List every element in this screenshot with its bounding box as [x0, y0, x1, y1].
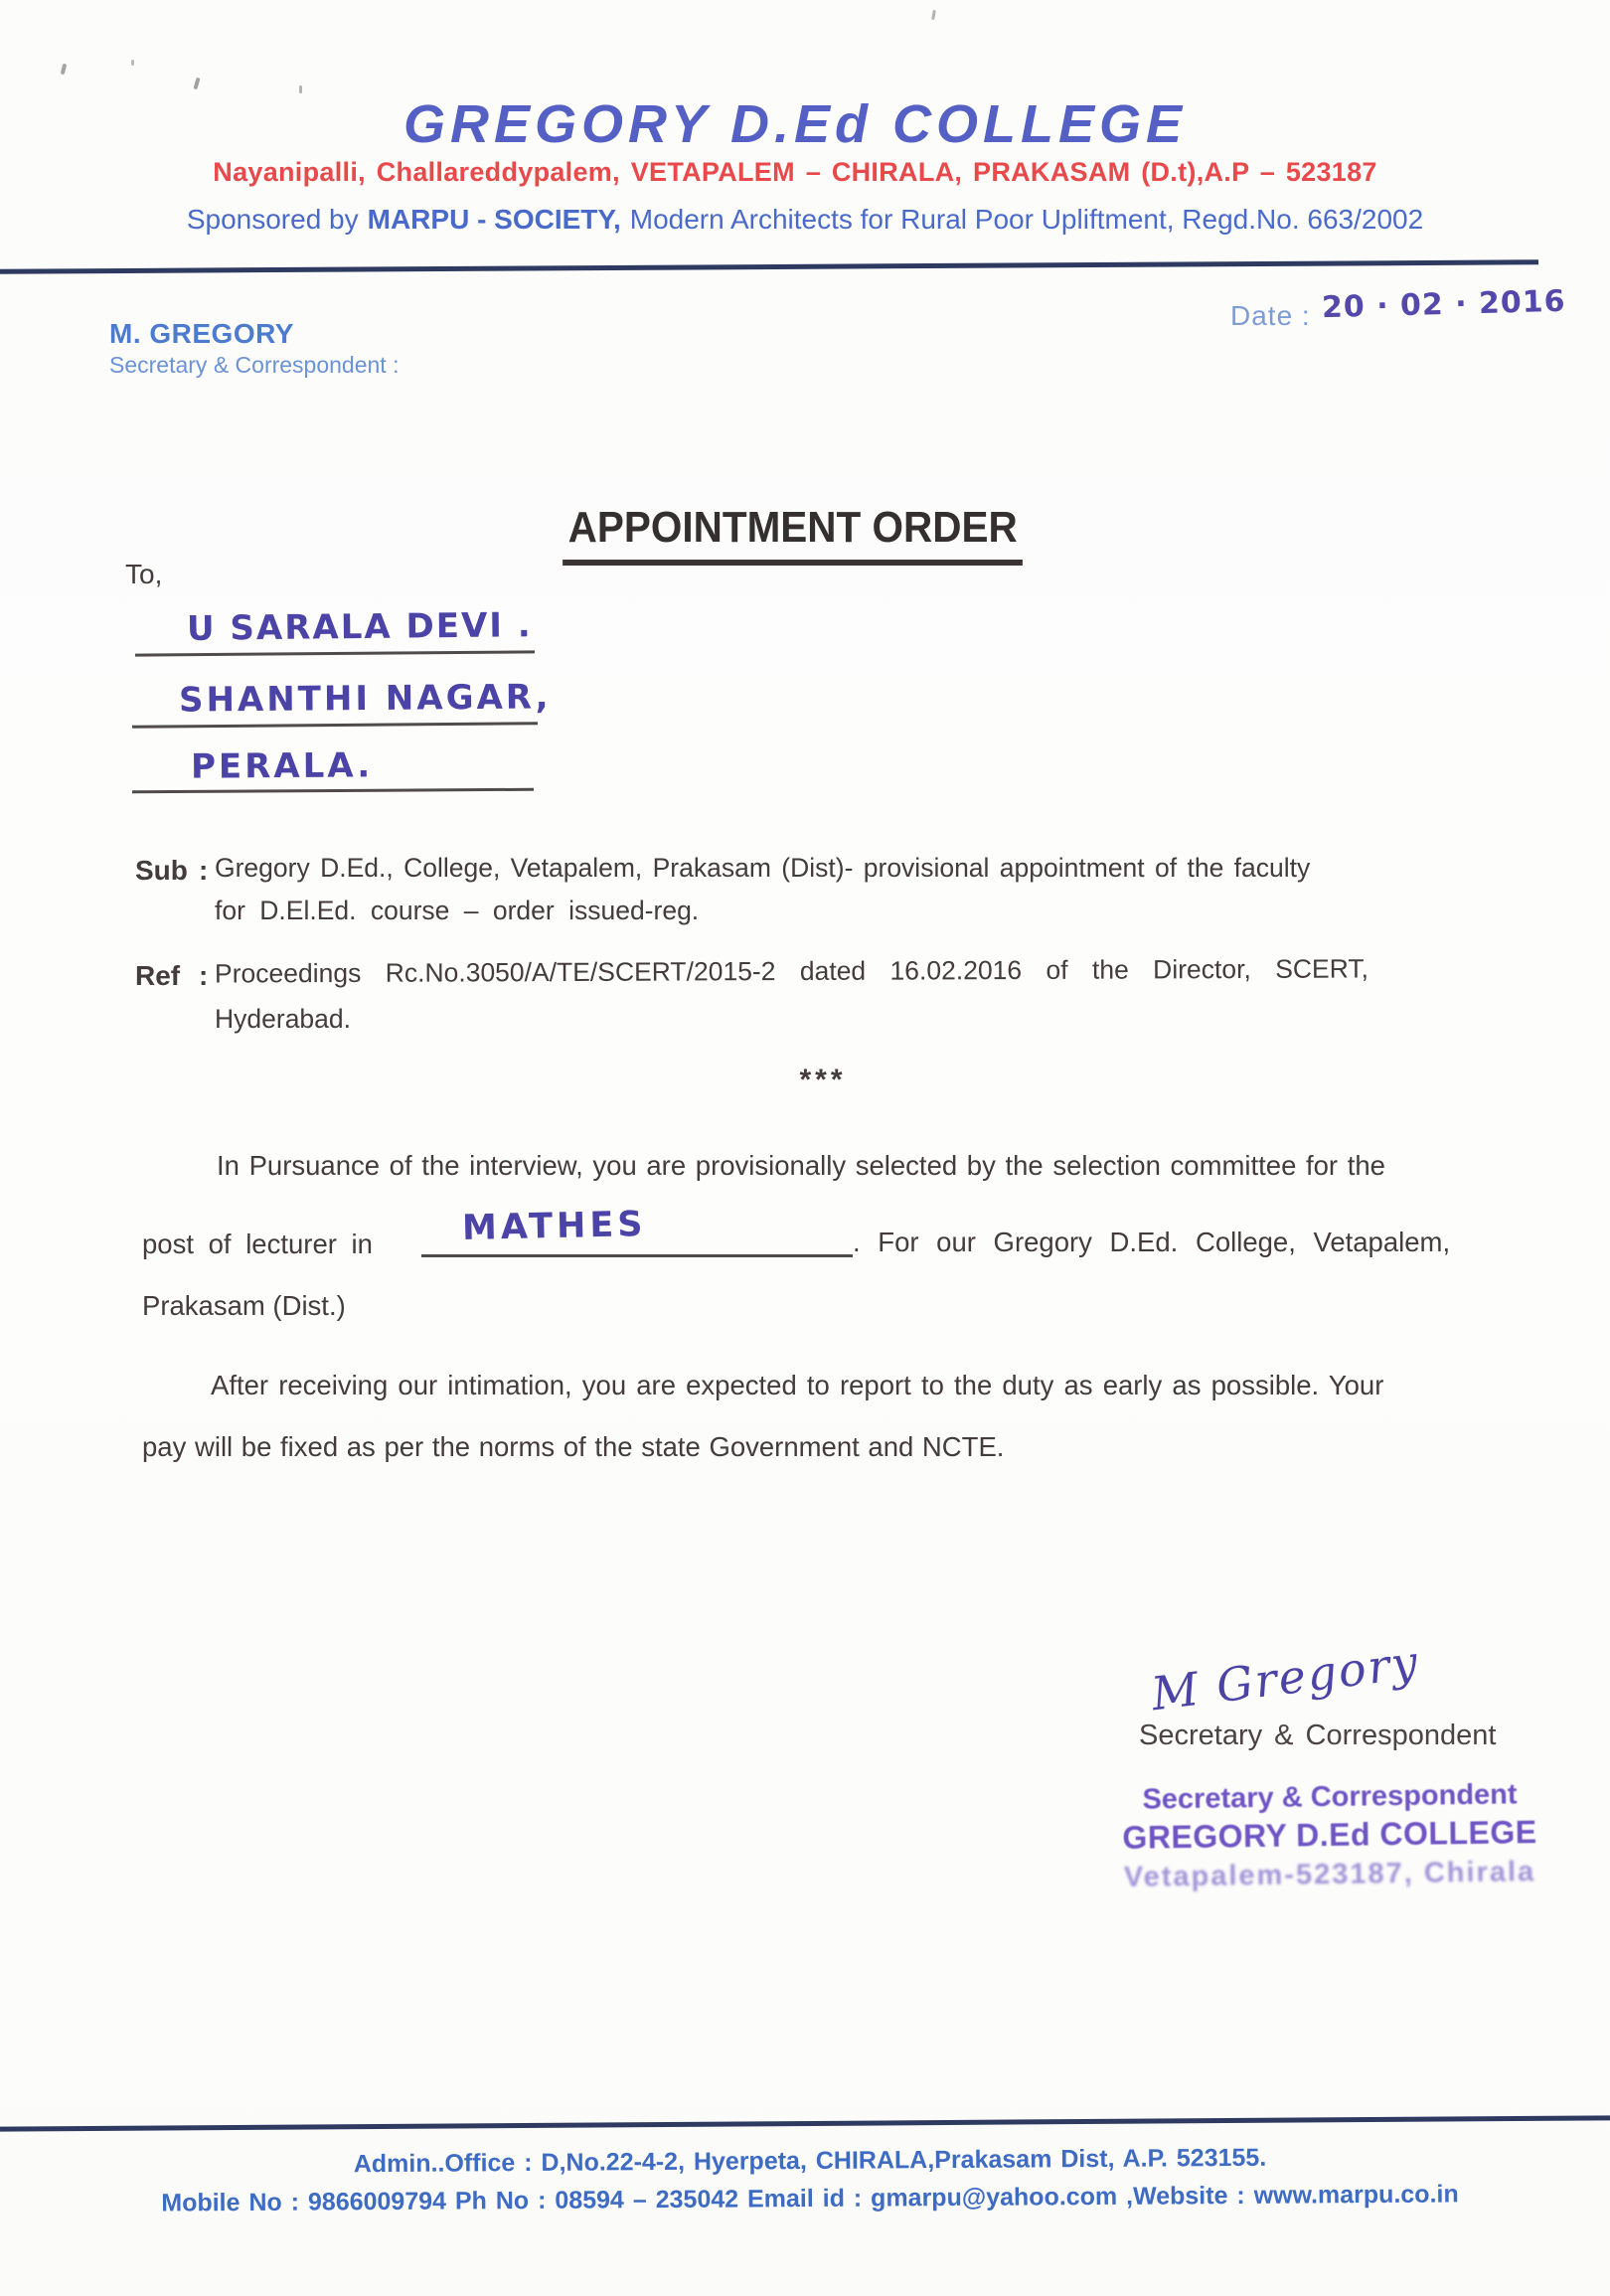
recipient-underline	[132, 788, 534, 793]
lecturer-subject-handwritten: MATHES	[461, 1205, 647, 1248]
reference-text-line1: Proceedings Rc.No.3050/A/TE/SCERT/2015-2 dated 16.02.2016 of the Director, SCERT,	[214, 953, 1368, 989]
recipient-underline	[132, 722, 538, 729]
section-separator-stars: ***	[799, 1064, 847, 1096]
officer-name: M. GREGORY	[109, 318, 294, 349]
sponsor-description: Modern Architects for Rural Poor Upliftment, Regd.No. 663/2002	[629, 204, 1424, 235]
scan-artifact	[931, 10, 936, 20]
signature-handwritten: M Gregory	[1148, 1634, 1423, 1722]
footer-contact-info: Mobile No : 9866009794 Ph No : 08594 – 235042 Email id : gmarpu@yahoo.com ,Website : www.marpu.co.in	[161, 2180, 1459, 2217]
date-handwritten-value: 20 · 02 · 2016	[1321, 283, 1566, 326]
body-paragraph2-line2: pay will be fixed as per the norms of the state Government and NCTE.	[142, 1431, 1005, 1462]
body-paragraph1-line1: In Pursuance of the interview, you are provisionally selected by the selection committee for the	[217, 1150, 1385, 1181]
college-address: Nayanipalli, Challareddypalem, VETAPALEM – CHIRALA, PRAKASAM (D.t),A.P – 523187	[213, 157, 1377, 187]
date-label: Date :	[1230, 300, 1311, 331]
sponsor-organization: MARPU - SOCIETY,	[367, 204, 621, 235]
reference-text-line2: Hyderabad.	[215, 1004, 352, 1034]
body-paragraph1-line2-suffix: . For our Gregory D.Ed. College, Vetapalem,	[853, 1227, 1451, 1257]
body-paragraph1-line3: Prakasam (Dist.)	[142, 1290, 346, 1321]
subject-text-line1: Gregory D.Ed., College, Vetapalem, Prakasam (Dist)- provisional appointment of the faculty	[215, 853, 1311, 883]
document-title: APPOINTMENT ORDER	[563, 503, 1023, 566]
sponsor-line	[0, 204, 1610, 236]
subject-label: Sub	[135, 855, 188, 886]
recipient-city-handwritten: PERALA.	[190, 745, 374, 787]
officer-designation: Secretary & Correspondent :	[109, 352, 400, 378]
reference-colon: :	[199, 960, 209, 991]
scan-artifact	[131, 60, 134, 66]
subject-blank-underline	[421, 1254, 853, 1257]
scan-artifact	[193, 78, 200, 90]
subject-colon: :	[199, 855, 209, 886]
recipient-underline	[135, 650, 535, 656]
body-paragraph1-line2-prefix: post of lecturer in	[142, 1229, 373, 1259]
body-paragraph2-line1: After receiving our intimation, you are expected to report to the duty as early as possible. Your	[211, 1370, 1384, 1400]
salutation: To,	[125, 559, 163, 589]
stamp-college-name: GREGORY D.Ed COLLEGE	[1122, 1814, 1537, 1856]
header-divider	[0, 259, 1538, 273]
footer-divider	[0, 2115, 1610, 2131]
subject-text-line2: for D.El.Ed. course – order issued-reg.	[215, 896, 700, 925]
document-title-wrap	[0, 503, 1586, 566]
sponsor-prefix: Sponsored by	[186, 204, 359, 235]
scan-artifact	[299, 85, 302, 93]
college-name: GREGORY D.Ed COLLEGE	[402, 94, 1188, 154]
reference-label: Ref	[135, 960, 181, 991]
footer-office-address: Admin..Office : D,No.22-4-2, Hyerpeta, CHIRALA,Prakasam Dist, A.P. 523155.	[353, 2143, 1267, 2179]
signature-designation: Secretary & Correspondent	[1139, 1720, 1497, 1751]
recipient-address-handwritten: SHANTHI NAGAR,	[178, 677, 552, 721]
recipient-name-handwritten: U SARALA DEVI .	[186, 605, 533, 649]
stamp-designation: Secretary & Correspondent	[1142, 1778, 1518, 1816]
scan-artifact	[61, 64, 68, 76]
stamp-location: Vetapalem-523187, Chirala	[1123, 1856, 1536, 1893]
